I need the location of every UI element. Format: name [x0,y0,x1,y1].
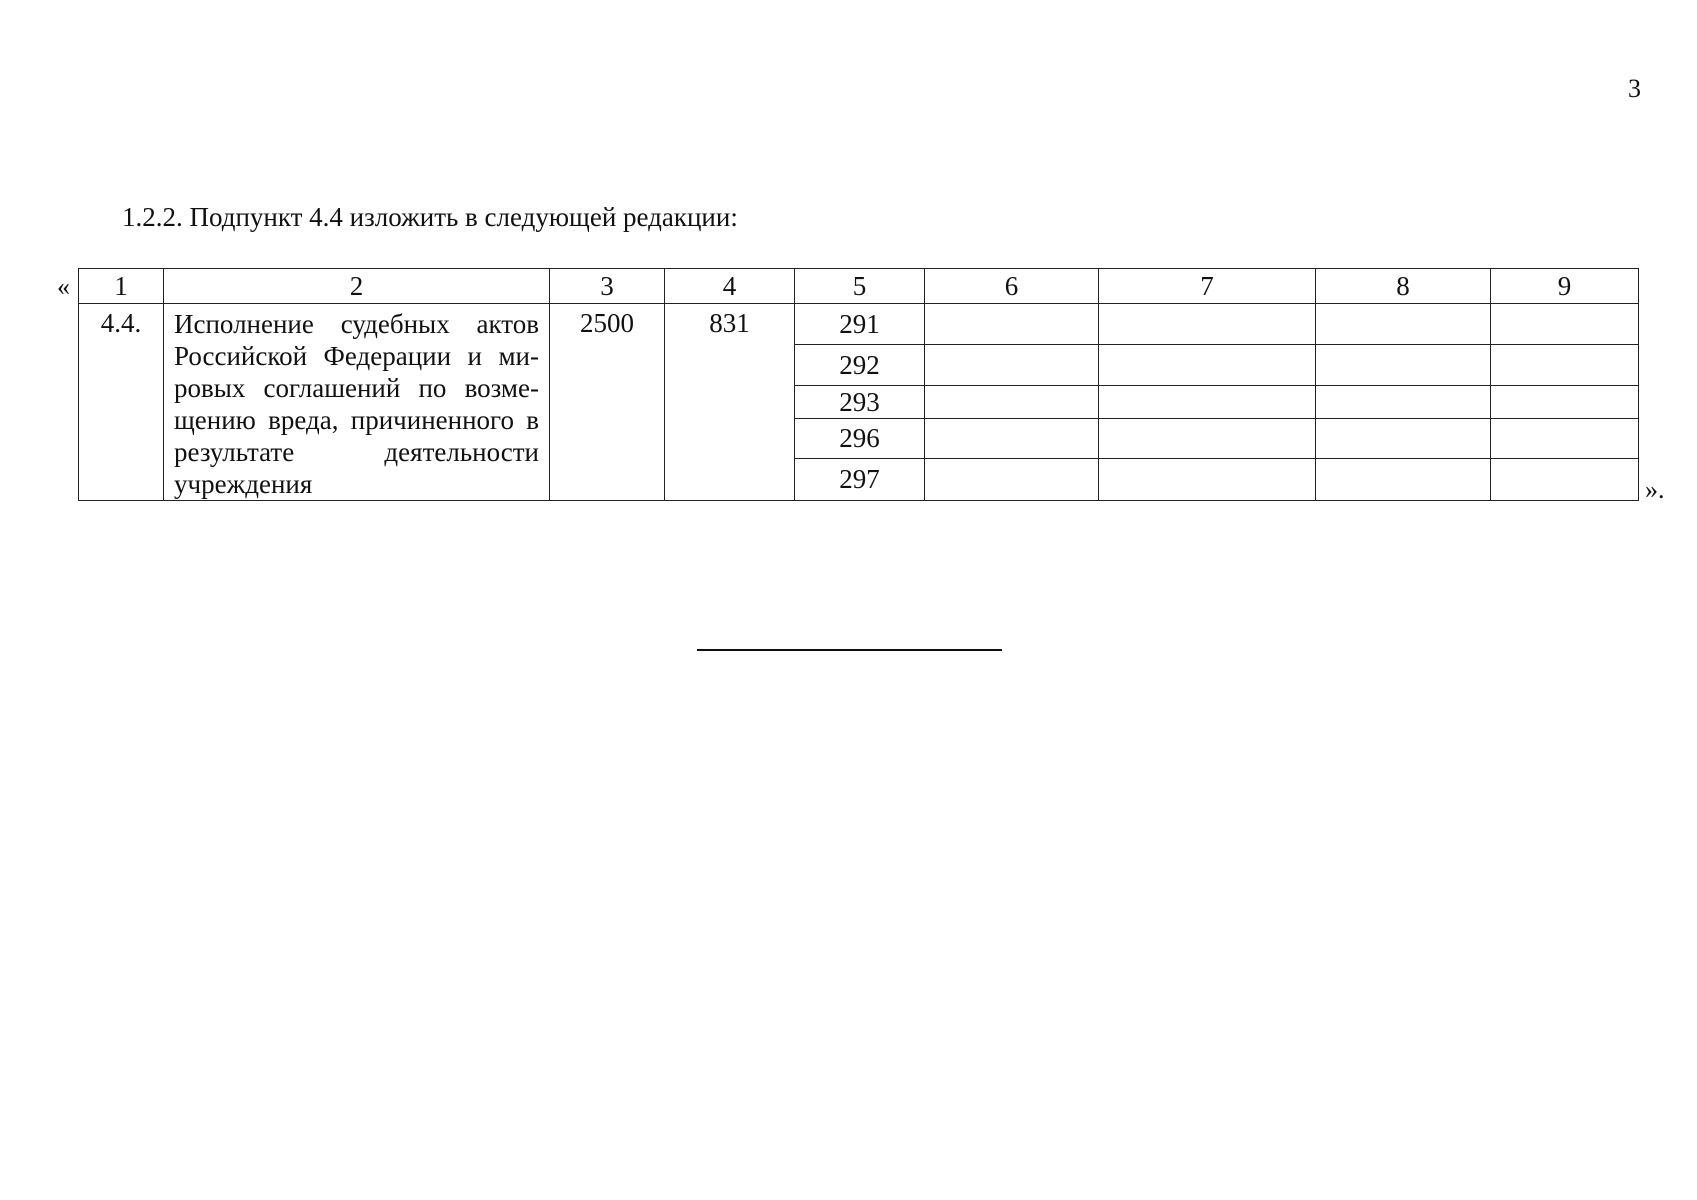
column-header: 4 [665,269,795,304]
empty-cell [1099,345,1316,386]
empty-cell [1491,345,1639,386]
empty-cell [1491,304,1639,345]
opening-quote: « [57,272,70,301]
amendment-table [78,268,1639,501]
code-cell: 293 [795,386,925,419]
empty-cell [925,345,1099,386]
instruction-text: 1.2.2. Подпункт 4.4 изложить в следующей редакции: [122,202,738,232]
row-number: 4.4. [79,304,164,501]
code-cell: 292 [795,345,925,386]
end-rule [697,649,1002,651]
column-header: 1 [79,269,164,304]
empty-cell [1099,459,1316,501]
empty-cell [925,419,1099,459]
empty-cell [925,386,1099,419]
code-cell: 297 [795,459,925,501]
column-header: 2 [164,269,550,304]
closing-quote: ». [1645,475,1665,504]
row-description: Исполнение судебных актов Российской Федерации и мировых соглашений по возмещению вреда, причиненного в результате деятельности учреждения [164,304,550,501]
row-col4-value: 831 [665,304,795,501]
table-header-row [79,269,1639,304]
empty-cell [1491,419,1639,459]
column-header: 3 [550,269,665,304]
empty-cell [1316,459,1491,501]
code-cell: 296 [795,419,925,459]
empty-cell [1099,304,1316,345]
page-number: 3 [1628,74,1641,103]
empty-cell [1316,419,1491,459]
column-header: 8 [1316,269,1491,304]
column-header: 6 [925,269,1099,304]
empty-cell [1316,304,1491,345]
empty-cell [925,304,1099,345]
column-header: 9 [1491,269,1639,304]
empty-cell [1316,345,1491,386]
empty-cell [1099,419,1316,459]
code-cell: 291 [795,304,925,345]
empty-cell [1316,386,1491,419]
empty-cell [925,459,1099,501]
table-row [79,304,1639,345]
empty-cell [1491,386,1639,419]
row-col3-value: 2500 [550,304,665,501]
empty-cell [1099,386,1316,419]
column-header: 5 [795,269,925,304]
empty-cell [1491,459,1639,501]
column-header: 7 [1099,269,1316,304]
